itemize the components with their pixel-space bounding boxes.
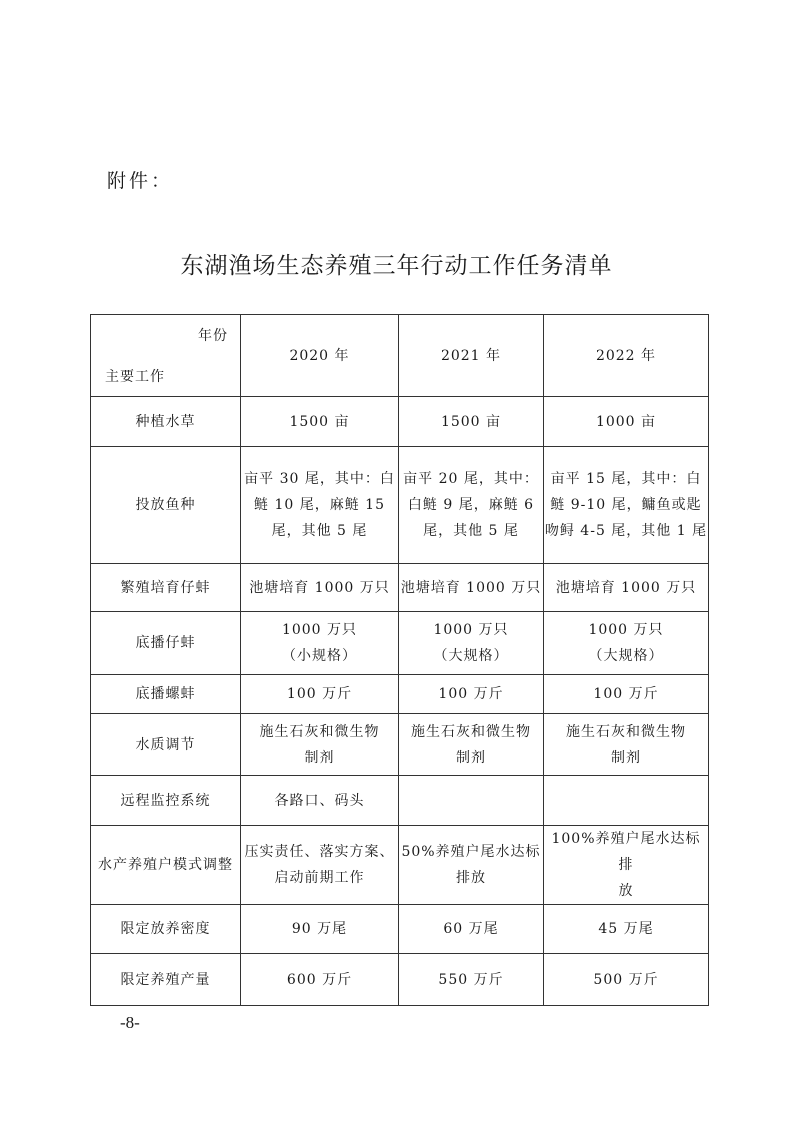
- task-name-cell: 水产养殖户模式调整: [91, 826, 241, 905]
- value-text: 100%养殖户尾水达标排 放: [551, 831, 701, 899]
- value-cell: [241, 826, 399, 905]
- value-cell: [544, 612, 709, 675]
- value-cell: [241, 675, 399, 714]
- value-text: 压实责任、落实方案、 启动前期工作: [244, 844, 395, 886]
- value-cell: [241, 954, 399, 1006]
- value-cell: [241, 397, 399, 447]
- table-row: [91, 564, 709, 612]
- task-name-cell: 限定养殖产量: [91, 954, 241, 1006]
- task-name-cell: 种植水草: [91, 397, 241, 447]
- value-cell: [544, 776, 709, 826]
- value-cell: [399, 826, 544, 905]
- table-row: [91, 954, 709, 1006]
- value-cell: [544, 826, 709, 905]
- value-cell: [241, 564, 399, 612]
- task-name-cell: 投放鱼种: [91, 447, 241, 564]
- value-text: 1500 亩: [440, 413, 502, 430]
- value-cell: [399, 714, 544, 776]
- work-axis-label: 主要工作: [105, 369, 165, 385]
- value-cell: [399, 776, 544, 826]
- value-cell: [241, 447, 399, 564]
- value-text: 亩平 20 尾，其中：白鲢 9 尾，麻鲢 6 尾，其他 5 尾: [403, 471, 539, 539]
- value-text: 施生石灰和微生物 制剂: [259, 723, 380, 766]
- value-cell: [399, 954, 544, 1006]
- value-text: 50%养殖户尾水达标 排放: [401, 844, 541, 886]
- value-cell: [399, 675, 544, 714]
- document-title: 东湖渔场生态养殖三年行动工作任务清单: [180, 253, 613, 279]
- value-text: 亩平 30 尾，其中：白鲢 10 尾，麻鲢 15 尾，其他 5 尾: [244, 471, 395, 539]
- value-text: 亩平 15 尾，其中：白鲢 9-10 尾，鳙鱼或匙吻鲟 4-5 尾，其他 1 尾: [544, 471, 708, 539]
- value-cell: [544, 905, 709, 954]
- task-name-cell: 限定放养密度: [91, 905, 241, 954]
- value-cell: [544, 397, 709, 447]
- attachment-label: 附件：: [107, 170, 174, 192]
- value-text: 90 万尾: [291, 921, 348, 937]
- year-axis-label: 年份: [198, 328, 228, 344]
- value-text: 施生石灰和微生物 制剂: [566, 723, 686, 766]
- value-text: 池塘培育 1000 万只: [400, 579, 542, 596]
- year-header: 2021 年: [399, 315, 544, 397]
- task-name-cell: 底播仔蚌: [91, 612, 241, 675]
- corner-header-cell: [91, 315, 241, 397]
- table-row: [91, 714, 709, 776]
- task-name-cell: 远程监控系统: [91, 776, 241, 826]
- page-number: -8-: [120, 1013, 140, 1032]
- table-row: [91, 905, 709, 954]
- value-text: 600 万斤: [286, 971, 353, 988]
- task-name-cell: 水质调节: [91, 714, 241, 776]
- value-text: 池塘培育 1000 万只: [555, 579, 697, 596]
- value-cell: [399, 397, 544, 447]
- value-text: 60 万尾: [443, 921, 499, 937]
- year-header: 2022 年: [544, 315, 709, 397]
- table-row: [91, 397, 709, 447]
- task-name-cell: 底播螺蚌: [91, 675, 241, 714]
- task-table: [90, 314, 709, 1006]
- value-cell: [544, 447, 709, 564]
- value-text: 1500 亩: [289, 413, 350, 430]
- value-text: 施生石灰和微生物 制剂: [411, 723, 531, 766]
- value-text: 100 万斤: [438, 686, 504, 702]
- year-header: 2020 年: [241, 315, 399, 397]
- value-cell: [544, 675, 709, 714]
- table-row: [91, 826, 709, 905]
- value-text: 1000 万只 （小规格）: [281, 622, 358, 664]
- value-text: 1000 亩: [595, 413, 657, 430]
- value-cell: [241, 714, 399, 776]
- value-text: 池塘培育 1000 万只: [249, 579, 390, 596]
- value-cell: [544, 954, 709, 1006]
- table-row: [91, 612, 709, 675]
- value-cell: [399, 905, 544, 954]
- value-text: 各路口、码头: [274, 792, 365, 809]
- task-name-cell: 繁殖培育仔蚌: [91, 564, 241, 612]
- value-text: 500 万斤: [593, 971, 659, 988]
- table-row: [91, 675, 709, 714]
- table-row: [91, 776, 709, 826]
- value-cell: [241, 776, 399, 826]
- value-cell: [544, 714, 709, 776]
- value-text: 1000 万只 （大规格）: [588, 622, 664, 664]
- value-cell: [241, 905, 399, 954]
- value-text: 45 万尾: [598, 921, 654, 937]
- table-header-row: [91, 315, 709, 397]
- value-cell: [399, 612, 544, 675]
- value-cell: [399, 564, 544, 612]
- value-text: 100 万斤: [286, 686, 353, 702]
- table-row: [91, 447, 709, 564]
- value-cell: [241, 612, 399, 675]
- value-cell: [399, 447, 544, 564]
- value-text: 100 万斤: [593, 686, 659, 702]
- value-text: 1000 万只 （大规格）: [433, 622, 509, 664]
- value-text: 550 万斤: [438, 971, 504, 988]
- value-cell: [544, 564, 709, 612]
